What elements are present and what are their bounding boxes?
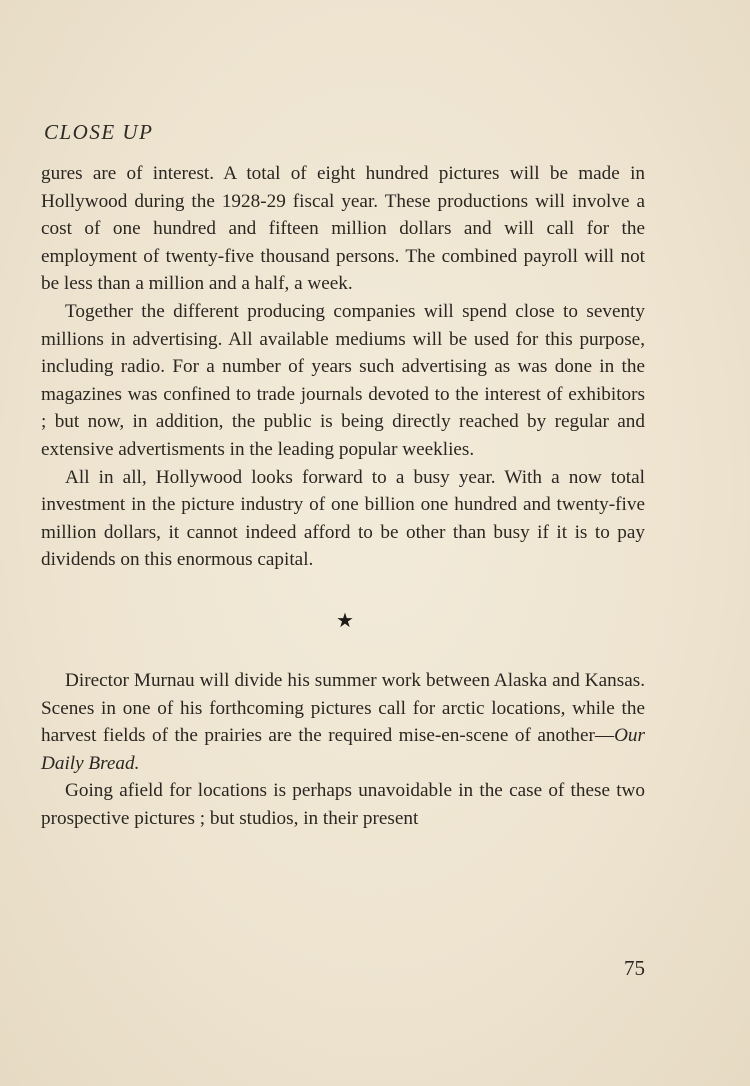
running-head: CLOSE UP [44,120,154,144]
paragraph-locations: Going afield for locations is perhaps unavoidable in the case of these two prospective pictures ; but studios, in their present [41,780,645,829]
film-title: Our Daily Bread. [41,725,645,774]
page-number: 75 [624,956,645,980]
paragraph-busy-year: All in all, Hollywood looks forward to a busy year. With a now total investment in the picture industry of one billion one hundred and twenty-five million dollars, it cannot indeed afford to be other than busy if it is to pay dividends on this enormous capital. [41,466,645,571]
section-divider [41,611,645,631]
murnau-text: Director Murnau will divide his summer work between Alaska and Kansas. Scenes in one of his forthcoming pictures call for arctic locations, while the harvest fields of the prairies are the required mise-en-scene of another— [41,669,645,747]
star-icon: ★ [336,609,354,632]
paragraph-continued: gures are of interest. A total of eight hundred pictures will be made in Hollywood during the 1928-29 fiscal year. These productions will involve a cost of one hundred and fifteen million dollars and will call for the employment of twenty-five thousand persons. The combined payroll will not be less than a million and a half, a week. [41,163,645,295]
body-text [41,160,645,832]
paragraph-advertising: Together the different producing companies will spend close to seventy millions in advertising. All available mediums will be used for this purpose, including radio. For a number of years such advertising as was done in the magazines was confined to trade journals devoted to the interest of exhibitors ; but now, in addition, the public is being directly reached by regular and extensive advertisments in the leading popular weeklies. [41,300,645,460]
paragraph-murnau [41,667,645,777]
